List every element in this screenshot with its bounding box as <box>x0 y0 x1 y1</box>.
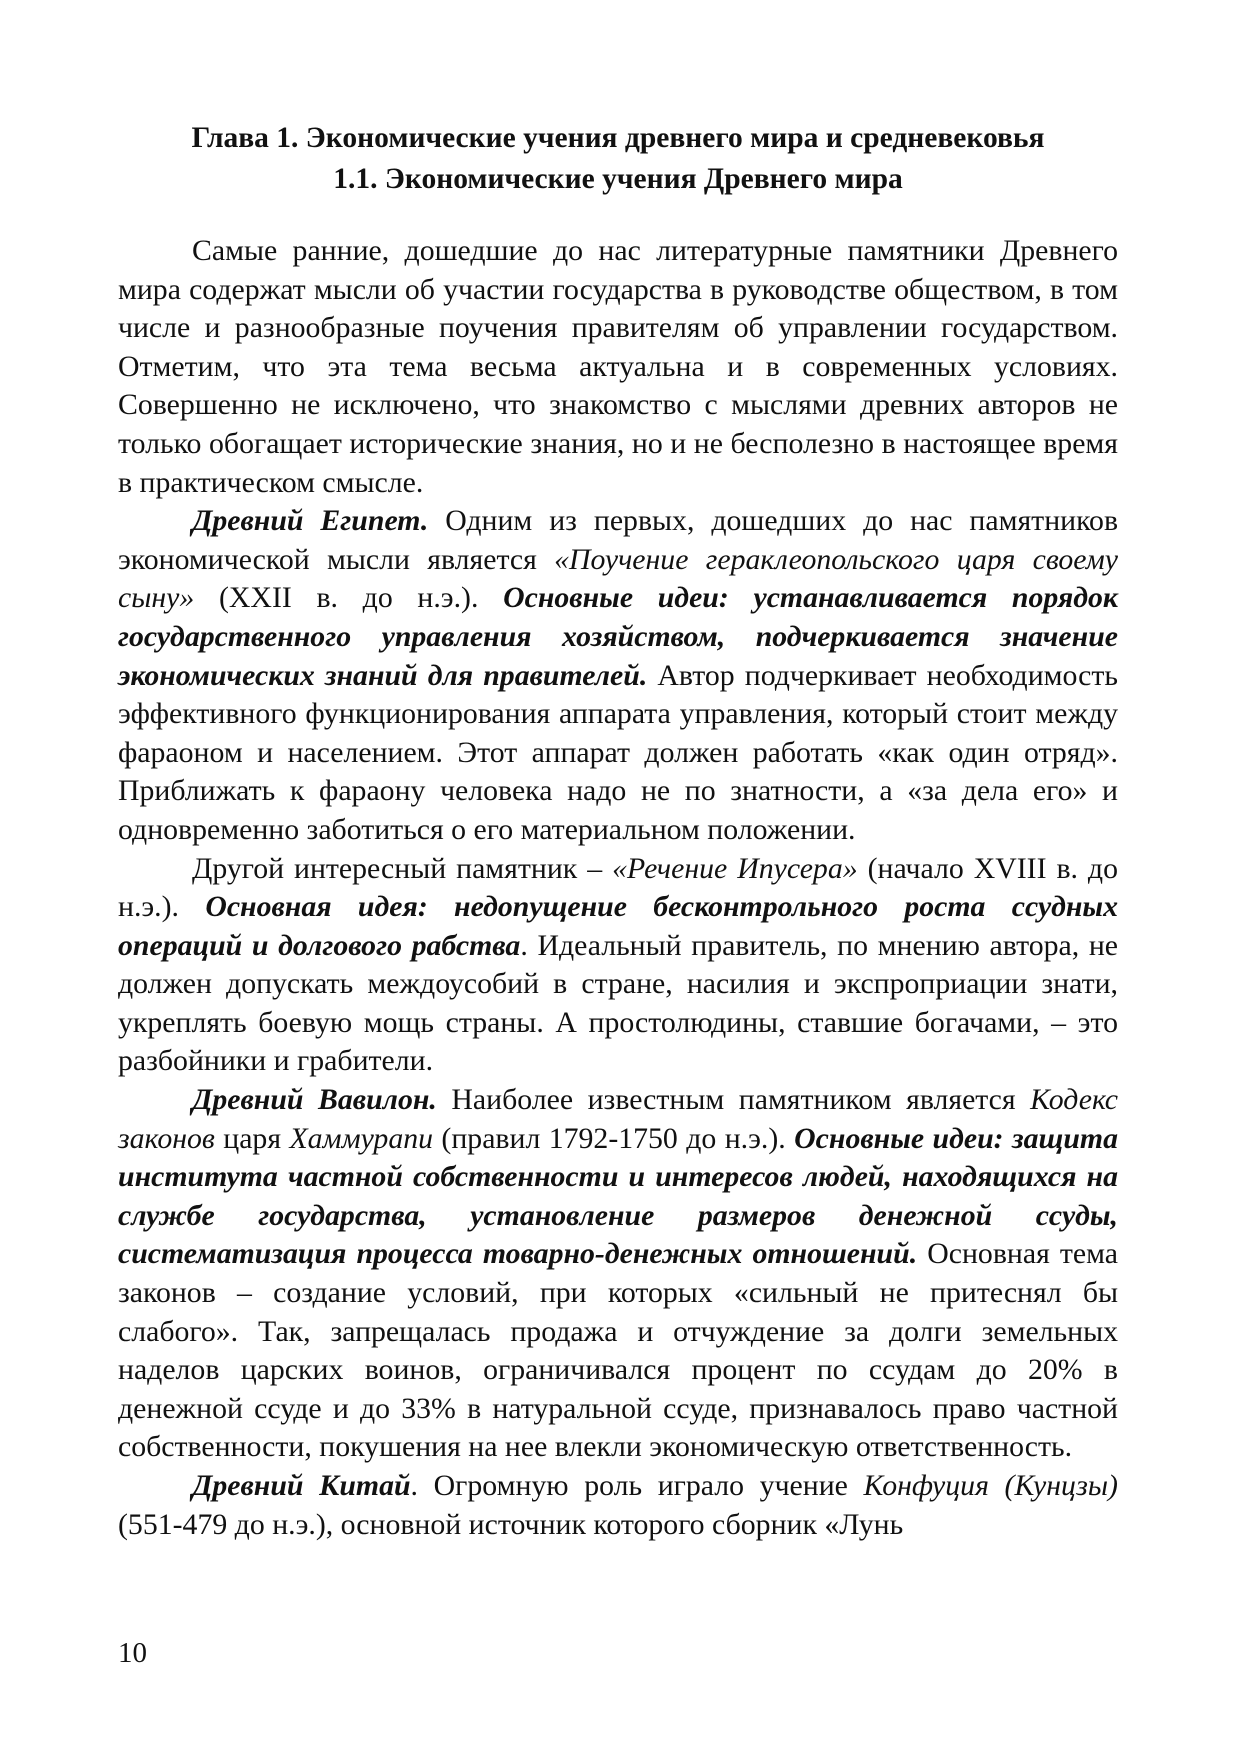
paragraph-text: (XXII в. до н.э.). <box>194 581 504 615</box>
key-ideas: Основная идея: недопущение бесконтрольного роста ссудных операций и долгового рабства <box>118 890 1118 962</box>
paragraph-ipuwer <box>118 850 1118 1082</box>
key-ideas: Основные идеи: защита института частной собственности и интересов людей, находящихся на службе государства, установление размеров денежной ссуды, систематизация процесса товарно-денежных отношений. <box>118 1121 1118 1271</box>
subheading-babylon: Древний Вавилон. <box>192 1083 437 1117</box>
headings-block <box>118 118 1118 200</box>
paragraph-text: Другой интересный памятник – <box>192 851 613 885</box>
work-title: «Поучение гераклеопольского царя своему сыну» <box>118 542 1119 615</box>
work-title: «Речение Ипусера» <box>612 851 858 885</box>
person-name: Конфуция (Кунцзы) <box>863 1469 1118 1502</box>
chapter-title: Глава 1. Экономические учения древнего мира и средневековья <box>191 122 1045 154</box>
person-name: Хаммурапи <box>289 1121 434 1155</box>
paragraph-text: Одним из первых, дошедших до нас памятников экономической мысли является <box>118 504 1119 576</box>
paragraph-text: (551-479 до н.э.), основной источник которого сборник «Лунь <box>118 1507 904 1541</box>
paragraph-china <box>118 1467 1118 1544</box>
section-title: 1.1. Экономические учения Древнего мира <box>333 163 903 195</box>
paragraph-text: Наиболее известным памятником является <box>436 1083 1031 1117</box>
work-title: Кодекс законов <box>118 1083 1118 1155</box>
paragraph-egypt <box>118 502 1118 849</box>
paragraph-intro <box>118 232 1118 502</box>
page-number: 10 <box>118 1637 147 1669</box>
paragraph-text: (правил 1792-1750 до н.э.). <box>433 1121 795 1155</box>
body-text <box>118 232 1118 1544</box>
paragraph-text: Основная тема законов – создание условий, при которых «сильный не притеснял бы слабого». Так, запрещалась продажа и отчуждение за долги земельных наделов царских воинов, ограничивался процент по ссудам до 20% в денежной ссуде и до 33% в натуральной ссуде, признавалось право частной собственности, покушения на нее влекли экономическую ответственность. <box>118 1237 1118 1464</box>
paragraph-text: Автор подчеркивает необходимость эффективного функционирования аппарата управления, который стоит между фараоном и населением. Этот аппарат должен работать «как один отряд». Приближать к фараону человека надо не по знатности, а «за дела его» и одновременно заботиться о его материальном положении. <box>118 658 1118 846</box>
paragraph-text: царя <box>214 1121 290 1155</box>
key-ideas: Основные идеи: устанавливается порядок государственного управления хозяйством, подчеркивается значение экономических знаний для правителей. <box>118 581 1119 692</box>
subheading-china: Древний Китай <box>192 1469 411 1502</box>
paragraph-text: . Идеальный правитель, по мнению автора, не должен допускать междоусобий в стране, насилия и экспроприации знати, укреплять боевую мощь страны. А простолюдины, ставшие богачами, – это разбойники и грабители. <box>118 928 1119 1078</box>
subheading-egypt: Древний Египет. <box>192 504 429 538</box>
paragraph-text: Самые ранние, дошедшие до нас литературные памятники Древнего мира содержат мысли об участии государства в руководстве обществом, в том числе и разнообразные поучения правителям об управлении государством. Отметим, что эта тема весьма актуальна и в современных условиях. Совершенно не исключено, что знакомство с мыслями древних авторов не только обогащает исторические знания, но и не бесполезно в настоящее время в практическом смысле. <box>118 234 1118 499</box>
paragraph-text: . Огромную роль играло учение <box>410 1469 864 1502</box>
paragraph-text: (начало XVIII в. до н.э.). <box>118 851 1118 924</box>
paragraph-babylon <box>118 1081 1118 1467</box>
